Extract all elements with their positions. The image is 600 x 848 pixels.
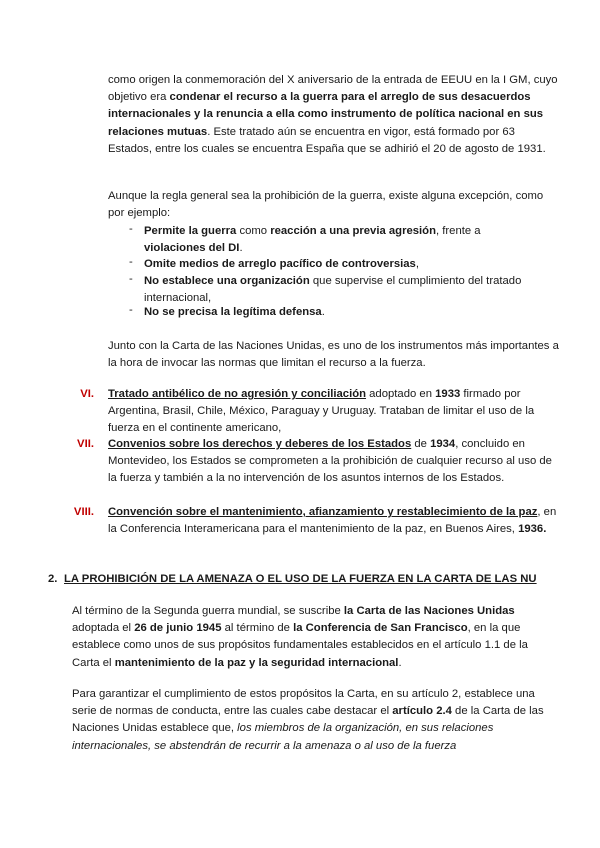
treaty-item <box>108 504 560 538</box>
text-run: adoptado en <box>366 388 436 400</box>
list-item <box>144 223 544 257</box>
bold-text-run: No se precisa la legítima defensa <box>144 306 322 318</box>
bold-text-run: 1936. <box>518 523 547 536</box>
bold-text-run: Permite la guerra <box>144 225 237 237</box>
text-run: de <box>411 438 431 450</box>
text-run: . Este tratado aún se encuentra en vigor, está formado por 63 Estados, entre los cuales se encuentra España que se adhirió el 20 de agosto de 1931. <box>108 125 546 155</box>
bold-text-run: la Carta de las Naciones Unidas <box>343 605 515 617</box>
list-item <box>144 304 544 321</box>
bold-text-run: Tratado antibélico de no agresión y conciliación <box>108 388 367 400</box>
list-dash: - <box>129 304 133 316</box>
bold-text-run: 1934 <box>430 438 456 450</box>
bold-text-run: 26 de junio 1945 <box>134 622 222 635</box>
bold-text-run: mantenimiento de la paz y la seguridad internacional <box>114 656 399 669</box>
list-dash: - <box>129 223 133 235</box>
section-number: 2. <box>48 573 58 585</box>
list-item <box>144 256 544 273</box>
paragraph-article-2-4 <box>72 686 554 755</box>
text-run: , frente a <box>435 225 481 237</box>
paragraph-carta-comparison: Junto con la Carta de las Naciones Unidas, es uno de los instrumentos más importantes a la hora de invocar las normas que limitan el recurso a la fuerza. <box>108 340 559 370</box>
treaty-item <box>108 386 560 438</box>
treaty-numeral: VII. <box>77 438 94 450</box>
paragraph-carta-nu <box>72 603 554 672</box>
text-run: , en la Conferencia Interamericana para el mantenimiento de la paz, en Buenos Aires, <box>108 506 557 536</box>
bold-text-run: violaciones del DI <box>144 242 240 255</box>
text-run: , en la que establece como unos de sus propósitos fundamentales establecidos en el artículo 1.1 de la Carta el <box>72 622 528 669</box>
paragraph-exceptions-intro: Aunque la regla general sea la prohibición de la guerra, existe alguna excepción, como por ejemplo: <box>108 190 544 220</box>
text-run: , <box>415 258 419 270</box>
treaty-item <box>108 436 560 488</box>
text-run: firmado por Argentina, Brasil, Chile, México, Paraguay y Uruguay. Trataban de limitar el uso de la fuerza en el continente americano, <box>108 388 535 435</box>
bold-text-run: la Conferencia de San Francisco <box>293 622 468 635</box>
bold-text-run: reacción a una previa agresión <box>270 225 436 237</box>
bold-text-run: No establece una organización <box>144 275 310 287</box>
list-dash: - <box>129 256 133 268</box>
text-run: Para garantizar el cumplimiento de estos propósitos la Carta, en su artículo 2, establece una serie de normas de conducta, entre las cuales cabe destacar el <box>72 688 535 718</box>
bold-text-run: 1933 <box>435 388 461 400</box>
bold-text-run: artículo 2.4 <box>392 705 452 718</box>
text-run: como origen la conmemoración del X aniversario de la entrada de EEUU en la I GM, cuyo objetivo era <box>108 74 558 104</box>
text-run: , concluido en Montevideo, los Estados se comprometen a la prohibición de cualquier recurso al uso de la fuerza y también a la no intervención de los asuntos internos de los Estados. <box>108 438 552 485</box>
text-run: . <box>239 242 243 255</box>
text-run: que supervise el cumplimiento del tratado internacional, <box>144 275 522 305</box>
text-run: de la Carta de las Naciones Unidas establece que, <box>72 705 544 735</box>
text-run: como <box>236 225 271 237</box>
bold-text-run: condenar el recurso a la guerra para el arreglo de sus desacuerdos internacionales y la renuncia a ella como instrumento de política nacional en sus relaciones mutuas <box>108 91 544 138</box>
italic-text-run: los miembros de la organización, en sus relaciones internacionales, se abstendrán de recurrir a la amenaza o al uso de la fuerza <box>72 722 494 752</box>
text-run: Al término de la Segunda guerra mundial, se suscribe <box>72 605 344 617</box>
treaty-numeral: VI. <box>80 388 94 400</box>
text-run: al término de <box>221 622 294 635</box>
text-run: adoptada el <box>72 622 135 635</box>
bold-text-run: Omite medios de arreglo pacífico de controversias <box>144 258 416 270</box>
bold-text-run: Convenios sobre los derechos y deberes de los Estados <box>108 438 412 450</box>
bold-text-run: Convención sobre el mantenimiento, afianzamiento y restablecimiento de la paz <box>108 506 538 518</box>
list-dash: - <box>129 273 133 285</box>
section-title: LA PROHIBICIÓN DE LA AMENAZA O EL USO DE LA FUERZA EN LA CARTA DE LAS NU <box>64 573 537 585</box>
text-run: . <box>398 656 402 669</box>
text-run: . <box>321 306 325 318</box>
list-item <box>144 273 544 307</box>
paragraph-kellogg-briand <box>108 72 560 158</box>
treaty-numeral: VIII. <box>73 506 94 518</box>
